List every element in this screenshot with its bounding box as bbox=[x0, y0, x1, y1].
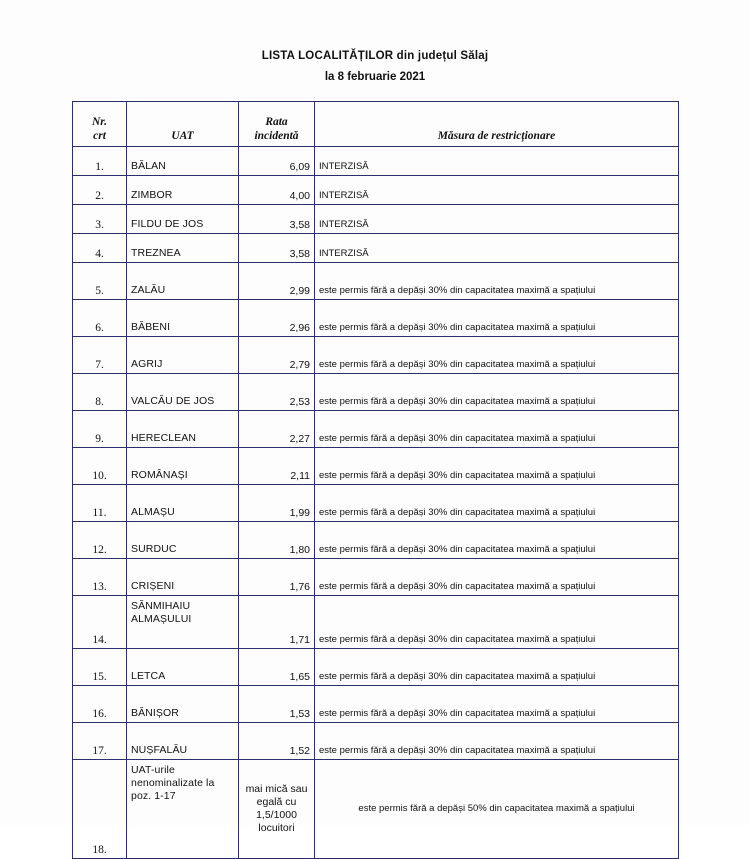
cell-uat: NUȘFALĂU bbox=[127, 723, 239, 760]
cell-rata: 6,09 bbox=[239, 147, 315, 176]
cell-rata: 2,11 bbox=[239, 448, 315, 485]
cell-masura: INTERZISĂ bbox=[315, 205, 679, 234]
cell-nr: 2. bbox=[73, 176, 127, 205]
cell-rata: 2,27 bbox=[239, 411, 315, 448]
cell-masura: INTERZISĂ bbox=[315, 147, 679, 176]
cell-masura: este permis fără a depăși 30% din capacitatea maximă a spațiului bbox=[315, 263, 679, 300]
cell-masura: este permis fără a depăși 30% din capacitatea maximă a spațiului bbox=[315, 374, 679, 411]
table-row bbox=[73, 300, 679, 337]
table-row bbox=[73, 686, 679, 723]
cell-nr: 10. bbox=[73, 448, 127, 485]
cell-masura: este permis fără a depăși 50% din capacitatea maximă a spațiului bbox=[315, 760, 679, 859]
column-header-rata-line1: Rata bbox=[265, 116, 288, 129]
table-row bbox=[73, 723, 679, 760]
column-header-rata-line2: incidentă bbox=[254, 130, 299, 143]
cell-uat: UAT-urile nenominalizate la poz. 1-17 bbox=[127, 760, 239, 859]
cell-rata: 2,53 bbox=[239, 374, 315, 411]
column-header-uat: UAT bbox=[127, 102, 239, 147]
cell-uat: LETCA bbox=[127, 649, 239, 686]
table-row bbox=[73, 205, 679, 234]
table-header-row bbox=[73, 102, 679, 147]
localities-table bbox=[72, 101, 679, 859]
cell-masura: este permis fără a depăși 30% din capacitatea maximă a spațiului bbox=[315, 596, 679, 649]
table-row bbox=[73, 559, 679, 596]
table-row bbox=[73, 176, 679, 205]
cell-masura: INTERZISĂ bbox=[315, 176, 679, 205]
cell-rata: 2,96 bbox=[239, 300, 315, 337]
cell-masura: este permis fără a depăși 30% din capacitatea maximă a spațiului bbox=[315, 337, 679, 374]
column-header-nr-line2: crt bbox=[93, 130, 106, 143]
cell-uat: VALCĂU DE JOS bbox=[127, 374, 239, 411]
page-subtitle: la 8 februarie 2021 bbox=[324, 71, 426, 83]
table-row bbox=[73, 760, 679, 859]
cell-nr: 7. bbox=[73, 337, 127, 374]
localities-table-container bbox=[72, 101, 678, 859]
cell-uat: TREZNEA bbox=[127, 234, 239, 263]
column-header-rata bbox=[239, 102, 315, 147]
cell-uat: SĂNMIHAIU ALMAȘULUI bbox=[127, 596, 239, 649]
cell-uat: ALMAȘU bbox=[127, 485, 239, 522]
column-header-masura: Măsura de restricționare bbox=[315, 102, 679, 147]
table-header bbox=[73, 102, 679, 147]
cell-masura: INTERZISĂ bbox=[315, 234, 679, 263]
table-row bbox=[73, 485, 679, 522]
cell-nr: 1. bbox=[73, 147, 127, 176]
cell-rata: 4,00 bbox=[239, 176, 315, 205]
cell-rata: 1,53 bbox=[239, 686, 315, 723]
cell-rata: 3,58 bbox=[239, 234, 315, 263]
cell-nr: 4. bbox=[73, 234, 127, 263]
column-header-nr-line1: Nr. bbox=[91, 116, 108, 129]
cell-rata: 1,52 bbox=[239, 723, 315, 760]
column-header-nr bbox=[73, 102, 127, 147]
cell-masura: este permis fără a depăși 30% din capacitatea maximă a spațiului bbox=[315, 522, 679, 559]
table-row bbox=[73, 522, 679, 559]
cell-uat: BĂLAN bbox=[127, 147, 239, 176]
cell-uat: HERECLEAN bbox=[127, 411, 239, 448]
table-row bbox=[73, 374, 679, 411]
cell-uat: SURDUC bbox=[127, 522, 239, 559]
cell-uat: AGRIJ bbox=[127, 337, 239, 374]
cell-rata: 2,79 bbox=[239, 337, 315, 374]
cell-masura: este permis fără a depăși 30% din capacitatea maximă a spațiului bbox=[315, 559, 679, 596]
table-row bbox=[73, 448, 679, 485]
cell-rata: 1,76 bbox=[239, 559, 315, 596]
cell-nr: 15. bbox=[73, 649, 127, 686]
cell-rata: 1,80 bbox=[239, 522, 315, 559]
cell-rata: 1,99 bbox=[239, 485, 315, 522]
page-title: LISTA LOCALITĂȚILOR din județul Sălaj bbox=[261, 50, 489, 62]
cell-rata: 1,71 bbox=[239, 596, 315, 649]
table-row bbox=[73, 234, 679, 263]
cell-uat: CRIȘENI bbox=[127, 559, 239, 596]
cell-masura: este permis fără a depăși 30% din capacitatea maximă a spațiului bbox=[315, 485, 679, 522]
cell-nr: 17. bbox=[73, 723, 127, 760]
cell-uat: FILDU DE JOS bbox=[127, 205, 239, 234]
cell-uat: ZIMBOR bbox=[127, 176, 239, 205]
cell-masura: este permis fără a depăși 30% din capacitatea maximă a spațiului bbox=[315, 448, 679, 485]
cell-nr: 14. bbox=[73, 596, 127, 649]
cell-masura: este permis fără a depăși 30% din capacitatea maximă a spațiului bbox=[315, 686, 679, 723]
cell-uat: BĂNIȘOR bbox=[127, 686, 239, 723]
table-row bbox=[73, 263, 679, 300]
table-row bbox=[73, 411, 679, 448]
cell-uat: BĂBENI bbox=[127, 300, 239, 337]
cell-nr: 11. bbox=[73, 485, 127, 522]
cell-masura: este permis fără a depăși 30% din capacitatea maximă a spațiului bbox=[315, 300, 679, 337]
cell-nr: 8. bbox=[73, 374, 127, 411]
cell-nr: 18. bbox=[73, 760, 127, 859]
cell-uat: ROMÂNAȘI bbox=[127, 448, 239, 485]
cell-nr: 9. bbox=[73, 411, 127, 448]
cell-nr: 16. bbox=[73, 686, 127, 723]
cell-nr: 13. bbox=[73, 559, 127, 596]
cell-nr: 6. bbox=[73, 300, 127, 337]
table-row bbox=[73, 596, 679, 649]
table-row bbox=[73, 649, 679, 686]
cell-uat: ZALĂU bbox=[127, 263, 239, 300]
cell-rata: 2,99 bbox=[239, 263, 315, 300]
table-body bbox=[73, 147, 679, 859]
table-row bbox=[73, 337, 679, 374]
cell-nr: 5. bbox=[73, 263, 127, 300]
cell-nr: 3. bbox=[73, 205, 127, 234]
cell-masura: este permis fără a depăși 30% din capacitatea maximă a spațiului bbox=[315, 411, 679, 448]
cell-masura: este permis fără a depăși 30% din capacitatea maximă a spațiului bbox=[315, 723, 679, 760]
cell-rata: mai mică sau egală cu 1,5/1000 locuitori bbox=[239, 760, 315, 859]
table-row bbox=[73, 147, 679, 176]
cell-nr: 12. bbox=[73, 522, 127, 559]
cell-masura: este permis fără a depăși 30% din capacitatea maximă a spațiului bbox=[315, 649, 679, 686]
cell-rata: 1,65 bbox=[239, 649, 315, 686]
cell-rata: 3,58 bbox=[239, 205, 315, 234]
